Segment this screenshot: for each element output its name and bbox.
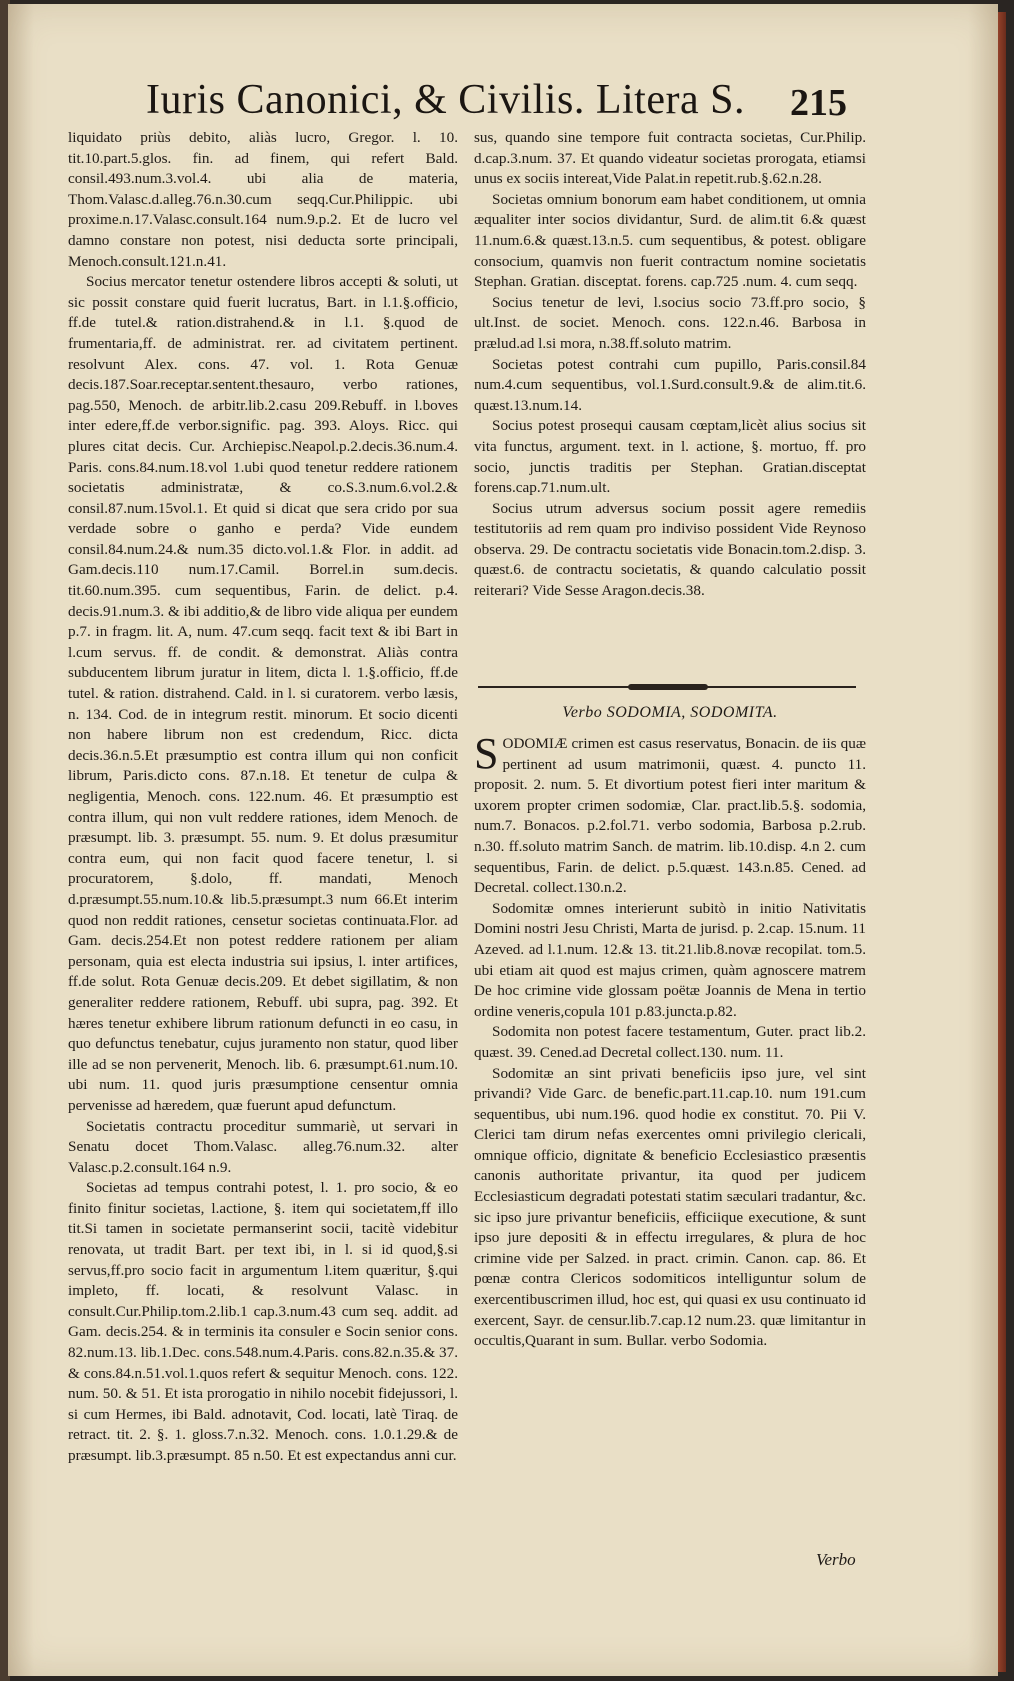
right-column-sodomia xyxy=(474,729,866,1352)
first-paragraph xyxy=(474,729,866,899)
section-heading: Verbo SODOMIA, SODOMITA. xyxy=(562,704,778,721)
paragraph: Societas potest contrahi cum pupillo, Paris.consil.84 num.4.cum sequentibus, vol.1.Surd.consult.9.& de alim.tit.6. quæst.13.num.14. xyxy=(474,355,866,414)
left-column xyxy=(68,128,458,1467)
paragraph: Sodomita non potest facere testamentum, Guter. pract lib.2. quæst. 39. Cened.ad Decretal collect.130. num. 11. xyxy=(474,1023,866,1061)
first-paragraph-text: ODOMIÆ crimen est casus reservatus, Bonacin. de iis quæ pertinent ad usum matrimonii, quæst. 4. puncto 11. proposit. 2. num. 5. Et divortium potest fieri inter maritum & uxorem propter crimen sodomiæ, Clar. pract.lib.5.§. sodomia, num.7. Bonacos. p.2.fol.71. verbo sodomia, Barbosa p.2.rub. n.30. ff.soluto matrim Sanch. de matrim. lib.10.disp. 4.n 2. cum sequentibus, Farin. de delict. p.5.quæst. 143.n.85. Cened. ad Decretal. collect.130.n.2. xyxy=(474,735,866,897)
paragraph: Socius mercator tenetur ostendere libros accepti & soluti, ut sic possit constare quid fuerit lucratus, Bart. in l.1.§.officio, ff.de tutel.& ration.distrahend.& in l.1. §.quod de frumentaria,ff. de administrat. rer. ad civitatem pertinent. resolvunt Alex. cons. 47. vol. 1. Rota Genuæ decis.187.Soar.receptar.sentent.thesauro, verbo rationes, pag.550, Menoch. de arbitr.lib.2.casu 209.Rebuff. in l.boves inter edere,ff.de verbor.signific. pag. 393. Aloys. Ricc. qui plures citat decis. Cur. Archiepisc.Neapol.p.2.decis.36.num.4. Paris. cons.84.num.18.vol 1.ubi quod tenetur reddere rationem societatis administratæ, & co.S.3.num.6.vol.2.& consil.87.num.15vol.1. Et quid si dicat que sera crido por sua verdade sobre o ganho e perda? Vide eundem consil.84.num.24.& num.35 dicto.vol.1.& Flor. in addit. ad Gam.decis.110 num.17.Camil. Borrel.in sum.decis. tit.60.num.395. cum sequentibus, Farin. de delict. p.4. decis.91.num.3. & ibi additio,& de libro vide aliqua per eundem p.7. in fragm. lit. A, num. 47.cum seqq. facit text & ibi Bart in l.cum servus. ff. de condit. & demonstrat. Aliàs contra subducentem librum juratur in litem, dicta l. 1.§.officio, ff.de tutel. & ration. distrahend. Cald. in l. si curatorem. verbo læsis, n. 134. Cod. de in integrum restit. minorum. Et socio dicenti non habere librum non est credendum, Ricc. dicta decis.36.n.5.Et præsumptio est contra illum qui non conficit librum, Paris.dicto cons. 87.n.18. Et tenetur de culpa & negligentia, Menoch. cons. 122.num. 46. Et præsumptio est contra illum, qui non vult reddere rationes, idem Menoch. de præsumpt. lib. 3. præsumpt. 55. num. 9. Et dolus præsumitur contra eum, qui non facit quod facere tenetur, l. si procuratorem, §.dolo, ff. mandati, Menoch d.præsumpt.55.num.10.& lib.5.præsumpt.3 num 66.Et interim quod non reddit rationes, censetur societas continuata.Flor. ad Gam. decis.254.Et non potest reddere rationem per aliam personam, quia est electa industria sui ipsius, l. inter artifices, ff.de solut. Rota Genuæ decis.209. Et debet sigillatim, & non generaliter reddere rationem, Rebuff. ubi supra, pag. 392. Et hæres tenetur exhibere librum rationum defuncti in eo casu, in quo defunctus tenebatur, cujus juramento non statur, quod liber ille ad se non pervenerit, Menoch. lib. 6. præsumpt.61.num.10. ubi num. 11. quod juris præsumptione censentur omnia pervenisse ad hæredem, quæ fuerunt apud defunctum. xyxy=(68,273,458,1114)
paragraph: liquidato priùs debito, aliàs lucro, Gregor. l. 10. tit.10.part.5.glos. fin. ad finem, qui refert Bald. consil.493.num.3.vol.4. ubi alia de materia, Thom.Valasc.d.alleg.76.n.30.cum seqq.Cur.Philippic. ubi proxime.n.17.Valasc.consult.164 num.9.p.2. Et de lucro vel damno constare non potest, nisi deducta sorte principali, Menoch.consult.121.n.41. xyxy=(68,129,458,270)
book-page xyxy=(8,4,998,1676)
running-title: Iuris Canonici, & Civilis. Litera S. xyxy=(146,77,745,123)
paragraph: Societatis contractu proceditur summariè, ut servari in Senatu docet Thom.Valasc. alleg.76.num.32. alter Valasc.p.2.consult.164 n.9. xyxy=(68,1117,458,1176)
paragraph: Sodomitæ an sint privati beneficiis ipso jure, vel sint privandi? Vide Garc. de benefic.part.11.cap.10. num 191.cum sequentibus, ubi num.196. quod hodie ex constitut. 70. Pii V. Clerici tam dirum nefas exercentes omni privilegio clericali, omnique officio, dignitate & beneficio Ecclesiastico præsentis canonis authoritate privantur, ita quod per judicem Ecclesiasticum degradati potestati statim sæculari tradantur, &c. sic ipso jure privantur beneficiis, efficiique executione, & sunt ipso jure depositi & in effectu irregulares, & plura de hoc crimine vide per Salzed. in pract. crimin. Canon. cap. 86. Et pœnæ contra Clericos sodomiticos intelliguntur solum de exercentibuscrimen illud, hoc est, qui quasi ex usu continuato id exercent, Sayr. de censur.lib.7.cap.12 num.23. quæ limitantur in occultis,Quarant in sum. Bullar. verbo Sodomia. xyxy=(474,1064,866,1350)
running-head xyxy=(68,72,968,132)
paragraph: sus, quando sine tempore fuit contracta societas, Cur.Philip. d.cap.3.num. 37. Et quando videatur societas prorogata, etiamsi unus ex sociis intereat,Vide Palat.in repetit.rub.§.62.n.28. xyxy=(474,129,866,188)
paragraph: Socius potest prosequi causam cœptam,licèt alius socius sit vita functus, argument. text. in l. actione, §. mortuo, ff. pro socio, junctis traditis per Stephan. Gratian.disceptat forens.cap.71.num.ult. xyxy=(474,417,866,497)
paragraph: Societas omnium bonorum eam habet conditionem, ut omnia æqualiter inter socios dividantur, Surd. de alim.tit 6.& quæst 11.num.6.& quæst.13.n.5. cum sequentibus, & potest. obligare consocium, quamvis non fuerit contractum nomine societatis Stephan. Gratian. disceptat. forens. cap.725 .num. 4. cum seqq. xyxy=(474,190,866,291)
paragraph: Sodomitæ omnes interierunt subitò in initio Nativitatis Domini nostri Jesu Christi, Marta de jurisd. p. 2.cap. 15.num. 11 Azeved. ad l.1.num. 12.& 13. tit.21.lib.8.novæ recopilat. tom.5. ubi etiam ait quod est majus crimen, quàm agnoscere matrem De hoc crimine vide glossam poëtæ Joannis de Mena in tertio ordine veneris,copula 101 p.83.juncta.p.82. xyxy=(474,899,866,1020)
paragraph: Socius utrum adversus socium possit agere remediis testitutoriis ad rem quam pro indiviso possident Vide Reynoso observa. 29. De contractu societatis vide Bonacin.tom.2.disp. 3. quæst.6. de contractu societatis, & quando calculatio possit reiterari? Vide Sesse Aragon.decis.38. xyxy=(474,499,866,600)
drop-initial: S xyxy=(474,729,499,778)
paragraph: Societas ad tempus contrahi potest, l. 1. pro socio, & eo finito finitur societas, l.actione, §. item qui societatem,ff illo tit.Si tamen in societate permanserint socii, tacitè videbitur renovata, ut tradit Bart. per text ibi, in l. si id quod,§.si servus,ff.pro socio facit in argumentum l.item quæritur, §.qui impleto, ff. locati, & resolvunt Valasc. in consult.Cur.Philip.tom.2.lib.1 cap.3.num.43 cum seq. addit. ad Gam. decis.254. & in terminis ita consuler e Socin senior cons. 82.num.13. lib.1.Dec. cons.548.num.4.Paris. cons.82.n.35.& 37. & cons.84.n.51.vol.1.quos refert & sequitur Menoch. cons. 122. num. 50. & 51. Et ista prorogatio in nihilo nocebit fidejussori, l. si cum Hermes, ibi Bald. adnotavit, Cod. locati, latè Tiraq. de retract. tit. 2. §. 1. gloss.7.n.32. Menoch. cons. 1.0.1.29.& de præsumpt. lib.3.præsumpt. 85 n.50. Et est expectandus anni cur. xyxy=(68,1179,458,1464)
right-column xyxy=(474,128,866,602)
paragraph: Socius tenetur de levi, l.socius socio 73.ff.pro socio, § ult.Inst. de societ. Menoch. cons. 122.n.46. Barbosa in prælud.ad l.si mora, n.38.ff.soluto matrim. xyxy=(474,293,866,352)
section-divider xyxy=(478,686,856,688)
page-number: 215 xyxy=(790,82,847,124)
catchword: Verbo xyxy=(816,1550,856,1569)
